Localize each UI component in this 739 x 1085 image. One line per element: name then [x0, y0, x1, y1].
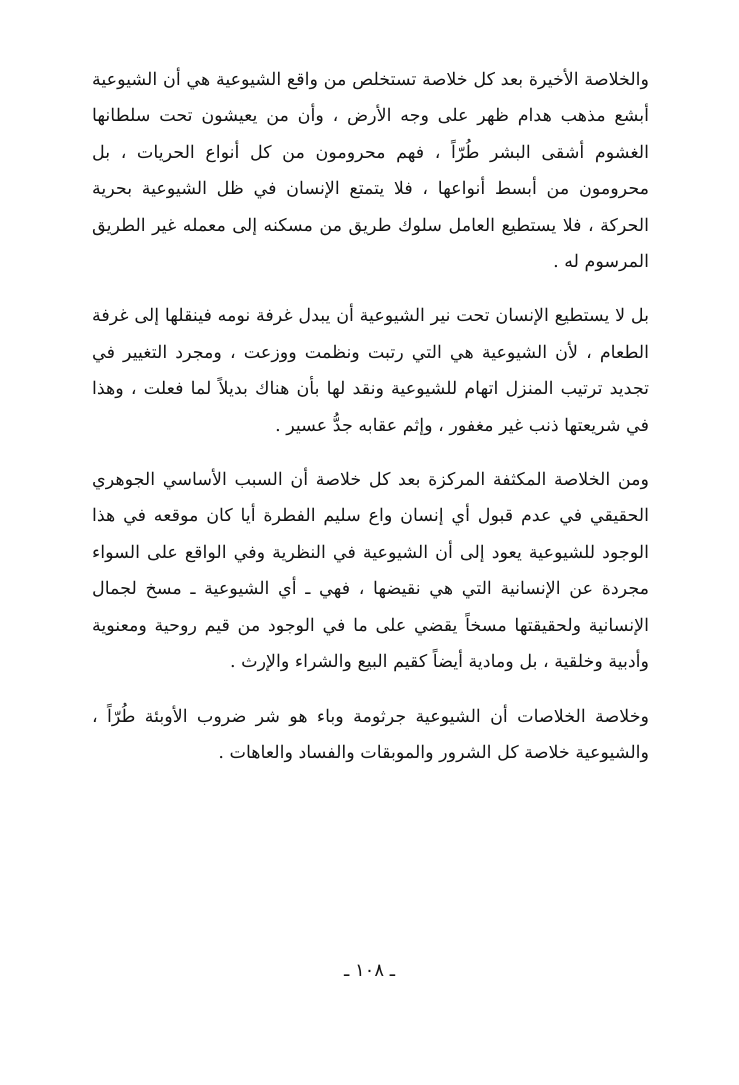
- paragraph-4: وخلاصة الخلاصات أن الشيوعية جرثومة وباء هو شر ضروب الأوبئة طُرّاً ، والشيوعية خلاصة كل الشرور والموبقات والفساد والعاهات .: [92, 706, 649, 763]
- paragraph-3: ومن الخلاصة المكثفة المركزة بعد كل خلاصة أن السبب الأساسي الجوهري الحقيقي في عدم قبول أي إنسان واع سليم الفطرة أيا كان موقعه في هذا الوجود للشيوعية يعود إلى أن الشيوعية في النظرية وفي الواقع على السواء مجردة عن الإنسانية التي هي نقيضها ، فهي ـ أي الشيوعية ـ مسخ لجمال الإنسانية ولحقيقتها مسخاً يقضي على ما في الوجود من قيم روحية ومعنوية وأدبية وخلقية ، بل ومادية أيضاً كقيم البيع والشراء والإرث .: [92, 470, 649, 673]
- page-number: ـ ١٠٨ ـ: [343, 960, 395, 981]
- paragraph-1: والخلاصة الأخيرة بعد كل خلاصة تستخلص من واقع الشيوعية هي أن الشيوعية أبشع مذهب هدام ظهر على وجه الأرض ، وأن من يعيشون تحت سلطانها الغشوم أشقى البشر طُرّاً ، فهم محرومون من كل أنواع الحريات ، بل محرومون من أبسط أنواعها ، فلا يتمتع الإنسان في ظل الشيوعية بحرية الحركة ، فلا يستطيع العامل سلوك طريق من مسكنه إلى معمله غير الطريق المرسوم له .: [92, 70, 649, 273]
- paragraph-2: بل لا يستطيع الإنسان تحت نير الشيوعية أن يبدل غرفة نومه فينقلها إلى غرفة الطعام ، لأن الشيوعية هي التي رتبت ونظمت ووزعت ، ومجرد التغيير في تجديد ترتيب المنزل اتهام للشيوعية ونقد لها بأن هناك بديلاً لما فعلت ، وهذا في شريعتها ذنب غير مغفور ، وإثم عقابه جدُّ عسير .: [92, 306, 649, 436]
